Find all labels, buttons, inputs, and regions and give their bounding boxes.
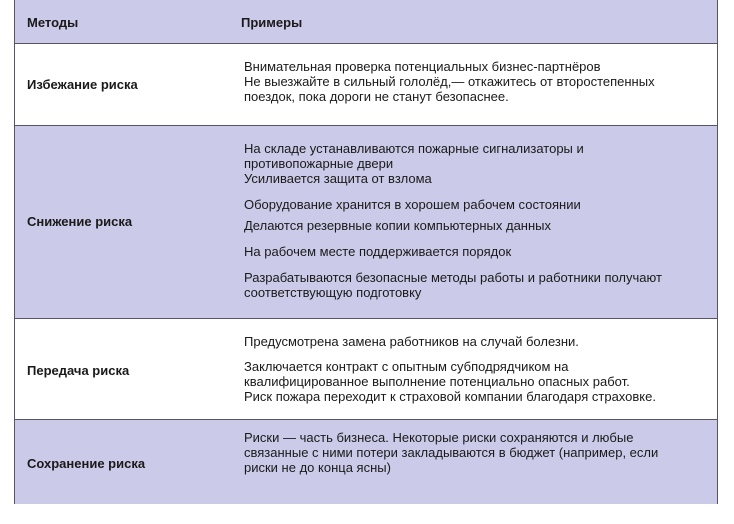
example-line: На складе устанавливаются пожарные сигнализаторы и	[244, 141, 584, 156]
example-line: квалифицированное выполнение потенциально опасных работ.	[244, 374, 630, 389]
example-line: связанные с ними потери закладываются в бюджет (например, если	[244, 445, 659, 460]
example-line: риски не до конца ясны)	[244, 460, 391, 475]
example-line: соответствующую подготовку	[244, 285, 422, 300]
examples-transfer	[244, 334, 714, 404]
table-row-avoidance	[15, 44, 717, 125]
example-line: противопожарные двери	[244, 156, 394, 171]
header-examples: Примеры	[241, 15, 303, 30]
example-line: Риски — часть бизнеса. Некоторые риски сохраняются и любые	[244, 430, 634, 445]
example-line: Не выезжайте в сильный гололёд,— откажитесь от второстепенных	[244, 74, 655, 89]
method-reduction: Снижение риска	[27, 214, 133, 229]
examples-reduction	[244, 141, 714, 300]
examples-retention	[244, 430, 714, 475]
risk-methods-table	[14, 0, 718, 504]
example-line: Риск пожара переходит к страховой компании благодаря страховке.	[244, 389, 656, 404]
method-transfer: Передача риска	[27, 363, 130, 378]
table-header	[15, 0, 717, 44]
table-row-retention	[15, 419, 717, 504]
example-line: Разрабатываются безопасные методы работы и работники получают	[244, 270, 662, 285]
example-line: Усиливается защита от взлома	[244, 171, 432, 186]
example-line: На рабочем месте поддерживается порядок	[244, 244, 512, 259]
example-line: Внимательная проверка потенциальных бизнес-партнёров	[244, 59, 601, 74]
examples-avoidance	[244, 59, 714, 104]
table-row-transfer	[15, 318, 717, 419]
table-row-reduction	[15, 125, 717, 318]
example-line: Делаются резервные копии компьютерных данных	[244, 218, 551, 233]
example-line: Предусмотрена замена работников на случай болезни.	[244, 334, 579, 349]
method-retention: Сохранение риска	[27, 456, 146, 471]
method-avoidance: Избежание риска	[27, 77, 138, 92]
header-methods: Методы	[27, 15, 79, 30]
example-line: поездок, пока дороги не станут безопаснее.	[244, 89, 509, 104]
example-line: Оборудование хранится в хорошем рабочем состоянии	[244, 197, 581, 212]
example-line: Заключается контракт с опытным субподрядчиком на	[244, 359, 569, 374]
